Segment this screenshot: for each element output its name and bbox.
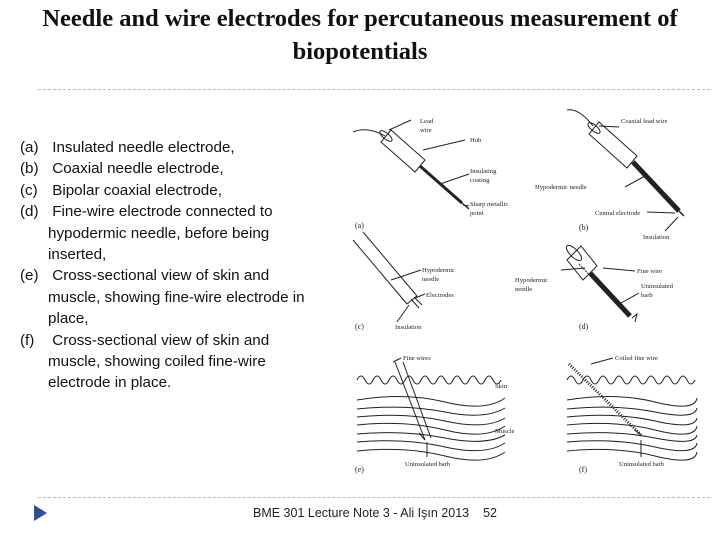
- label-skin: Skin: [495, 383, 508, 390]
- caption-d: (d): [579, 322, 589, 331]
- label-insulating-coating-2: coating: [470, 177, 490, 184]
- label-uninsulated-barb-e: Uninsulated barb: [405, 461, 451, 468]
- fine-wire-needle-drawing: [561, 243, 639, 322]
- label-insulating-coating: Insulating: [470, 168, 497, 175]
- caption-c: (c): [355, 322, 364, 331]
- label-fine-wires: Fine wires: [403, 355, 431, 362]
- label-hypodermic-needle-b: Hypodermic needle: [535, 184, 587, 191]
- label-hypodermic-needle-c: Hypodermic: [422, 267, 455, 274]
- label-lead-wire: Lead: [420, 118, 434, 125]
- label-hypodermic-needle-c-2: needle: [422, 276, 440, 283]
- electrode-figure: [345, 100, 705, 485]
- list-item-label: (d): [20, 203, 39, 221]
- label-insulation-b: Insulation: [643, 234, 670, 241]
- caption-a: (a): [355, 221, 364, 230]
- list-item: [20, 180, 320, 201]
- list-item: [20, 158, 320, 179]
- label-electrodes: Electrodes: [426, 292, 454, 299]
- label-fine-wire: Fine wire: [637, 268, 663, 275]
- label-sharp-point-2: point: [470, 210, 484, 217]
- insulated-needle-drawing: [353, 120, 469, 209]
- label-coiled-fine-wire: Coiled fine wire: [615, 355, 658, 362]
- top-divider: [38, 89, 710, 90]
- bottom-divider: [38, 497, 710, 498]
- list-item-label: (a): [20, 139, 39, 156]
- label-uninsulated-barb-d-2: barb: [641, 292, 653, 299]
- list-item: [20, 137, 320, 158]
- skin-muscle-coiled-wire-drawing: [567, 358, 697, 460]
- list-item-text: Bipolar coaxial electrode,: [52, 181, 222, 199]
- list-item: [20, 201, 320, 265]
- skin-muscle-fine-wire-drawing: [357, 358, 505, 460]
- list-item-text: Coaxial needle electrode,: [52, 160, 224, 178]
- label-central-electrode: Central electrode: [595, 210, 641, 217]
- list-item-label: (b): [20, 160, 39, 178]
- list-item-text: Insulated needle electrode,: [52, 139, 235, 156]
- list-item-text: Fine-wire electrode connected to hypodermic needle, before being inserted,: [48, 203, 273, 264]
- label-hypodermic-needle-d: Hypodermic: [515, 277, 548, 284]
- bipolar-coaxial-drawing: [353, 232, 425, 322]
- label-coaxial-lead-wire: Coaxial lead wire: [621, 118, 668, 125]
- label-uninsulated-barb-d: Uninsulated: [641, 283, 673, 290]
- label-sharp-point: Sharp metallic: [470, 201, 509, 208]
- list-item-text: Cross-sectional view of skin and muscle, showing fine-wire electrode in place,: [48, 267, 305, 328]
- caption-b: (b): [579, 223, 589, 232]
- triangle-right-icon[interactable]: [34, 505, 47, 521]
- footer: [253, 506, 497, 520]
- label-uninsulated-barb-f: Uninsulated barb: [619, 461, 665, 468]
- list-item: [20, 265, 320, 329]
- caption-f: (f): [579, 465, 587, 474]
- caption-e: (e): [355, 465, 364, 474]
- label-hub: Hub: [470, 137, 482, 144]
- list-item-label: (c): [20, 181, 38, 199]
- page-number: 52: [483, 506, 498, 520]
- list-item: [20, 330, 320, 394]
- list-item-text: Cross-sectional view of skin and muscle, showing coiled fine-wire electrode in place.: [48, 331, 270, 392]
- label-insulation-c: Insulation: [395, 324, 422, 331]
- footer-text: BME 301 Lecture Note 3 - Ali Işın 2013: [253, 506, 470, 520]
- electrode-diagram: [345, 100, 705, 485]
- label-lead-wire-2: wire: [420, 127, 432, 134]
- list-item-label: (f): [20, 331, 35, 349]
- electrode-list: [20, 137, 320, 394]
- slide-title: Needle and wire electrodes for percutaneous measurement of biopotentials: [42, 5, 678, 65]
- list-item-label: (e): [20, 267, 39, 285]
- label-muscle: Muscle: [495, 428, 515, 435]
- label-hypodermic-needle-d-2: needle: [515, 286, 533, 293]
